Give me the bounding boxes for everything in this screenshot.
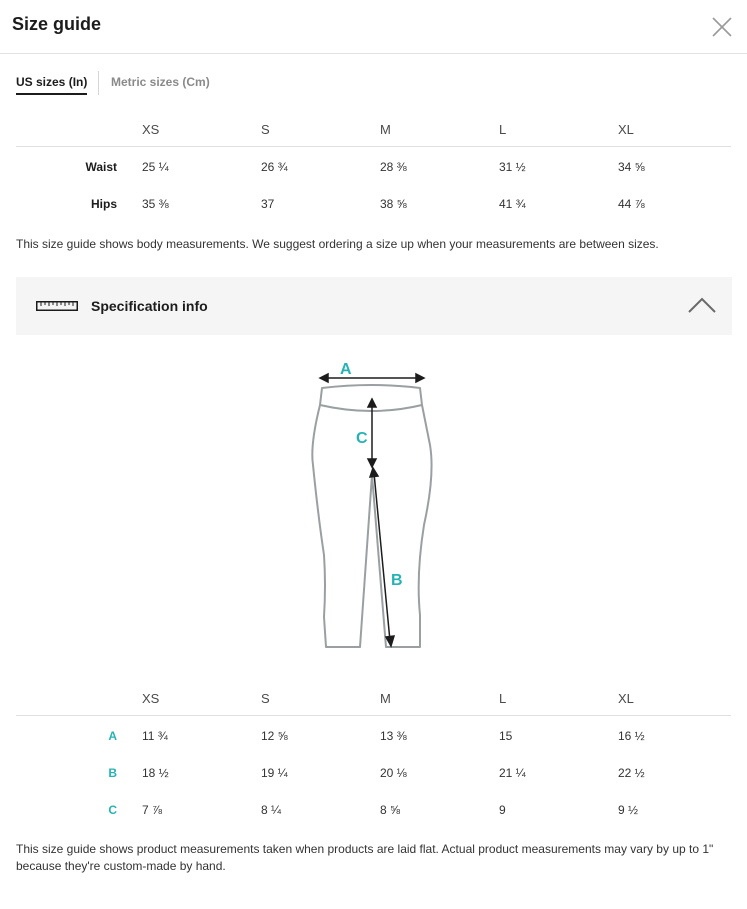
table-header: [16, 680, 731, 716]
table-cell: 12 ⅝: [261, 729, 288, 743]
table-cell: 34 ⅝: [618, 160, 645, 174]
modal-header: [0, 0, 747, 54]
table-cell: 19 ¼: [261, 766, 288, 780]
tab-metric-sizes[interactable]: Metric sizes (Cm): [111, 75, 210, 89]
table-cell: 44 ⅞: [618, 197, 645, 211]
row-label: B: [108, 766, 117, 780]
product-measurements-table: [16, 680, 731, 828]
table-cell: 13 ⅜: [380, 729, 407, 743]
size-header-m: M: [380, 691, 391, 706]
size-header-s: S: [261, 122, 270, 137]
table-cell: 9: [499, 803, 506, 817]
measure-label-c: C: [356, 430, 368, 447]
measure-label-a: A: [340, 361, 352, 378]
table-cell: 25 ¼: [142, 160, 169, 174]
specification-info-label: Specification info: [91, 298, 208, 314]
table-cell: 21 ¼: [499, 766, 526, 780]
size-header-l: L: [499, 691, 507, 706]
tab-us-sizes[interactable]: US sizes (In): [16, 75, 87, 95]
table-row-waist: [16, 148, 731, 185]
table-cell: 22 ½: [618, 766, 645, 780]
table-cell: 31 ½: [499, 160, 526, 174]
table-cell: 9 ½: [618, 803, 639, 817]
table-cell: 41 ¾: [499, 197, 526, 211]
table-cell: 35 ⅜: [142, 197, 169, 211]
close-icon[interactable]: [710, 15, 734, 39]
size-header-m: M: [380, 122, 391, 137]
table-row-a: [16, 717, 731, 754]
table-cell: 20 ⅛: [380, 766, 407, 780]
ruler-icon: [36, 301, 78, 311]
row-label: Waist: [85, 160, 117, 174]
size-header-xl: XL: [618, 691, 634, 706]
product-measurements-note: This size guide shows product measurements taken when products are laid flat. Actual product measurements may vary by up to 1" because they're custom-made by hand.: [16, 842, 714, 873]
size-header-xs: XS: [142, 691, 160, 706]
table-row-b: [16, 754, 731, 791]
table-row-hips: [16, 185, 731, 222]
table-cell: 38 ⅝: [380, 197, 407, 211]
size-header-l: L: [499, 122, 507, 137]
chevron-up-icon[interactable]: [687, 296, 717, 314]
table-cell: 28 ⅜: [380, 160, 407, 174]
table-cell: 7 ⅞: [142, 803, 163, 817]
leggings-diagram: [300, 355, 450, 655]
size-header-s: S: [261, 691, 270, 706]
row-label: A: [108, 729, 117, 743]
table-row-c: [16, 791, 731, 828]
size-header-xl: XL: [618, 122, 634, 137]
table-cell: 8 ¼: [261, 803, 282, 817]
table-cell: 26 ¾: [261, 160, 288, 174]
modal-title: Size guide: [12, 14, 102, 34]
measure-label-b: B: [391, 572, 403, 589]
table-cell: 18 ½: [142, 766, 169, 780]
table-cell: 11 ¾: [142, 729, 168, 743]
tab-divider: [98, 71, 99, 95]
table-cell: 16 ½: [618, 729, 645, 743]
row-label: Hips: [90, 197, 117, 211]
body-measurements-note: This size guide shows body measurements. We suggest ordering a size up when your measurements are between sizes.: [16, 237, 659, 251]
table-header: [16, 111, 731, 147]
body-measurements-table: [16, 111, 731, 223]
size-header-xs: XS: [142, 122, 160, 137]
specification-info-toggle[interactable]: [16, 277, 732, 335]
row-label: C: [108, 803, 117, 817]
table-cell: 37: [261, 197, 275, 211]
table-cell: 8 ⅝: [380, 803, 401, 817]
table-cell: 15: [499, 729, 513, 743]
